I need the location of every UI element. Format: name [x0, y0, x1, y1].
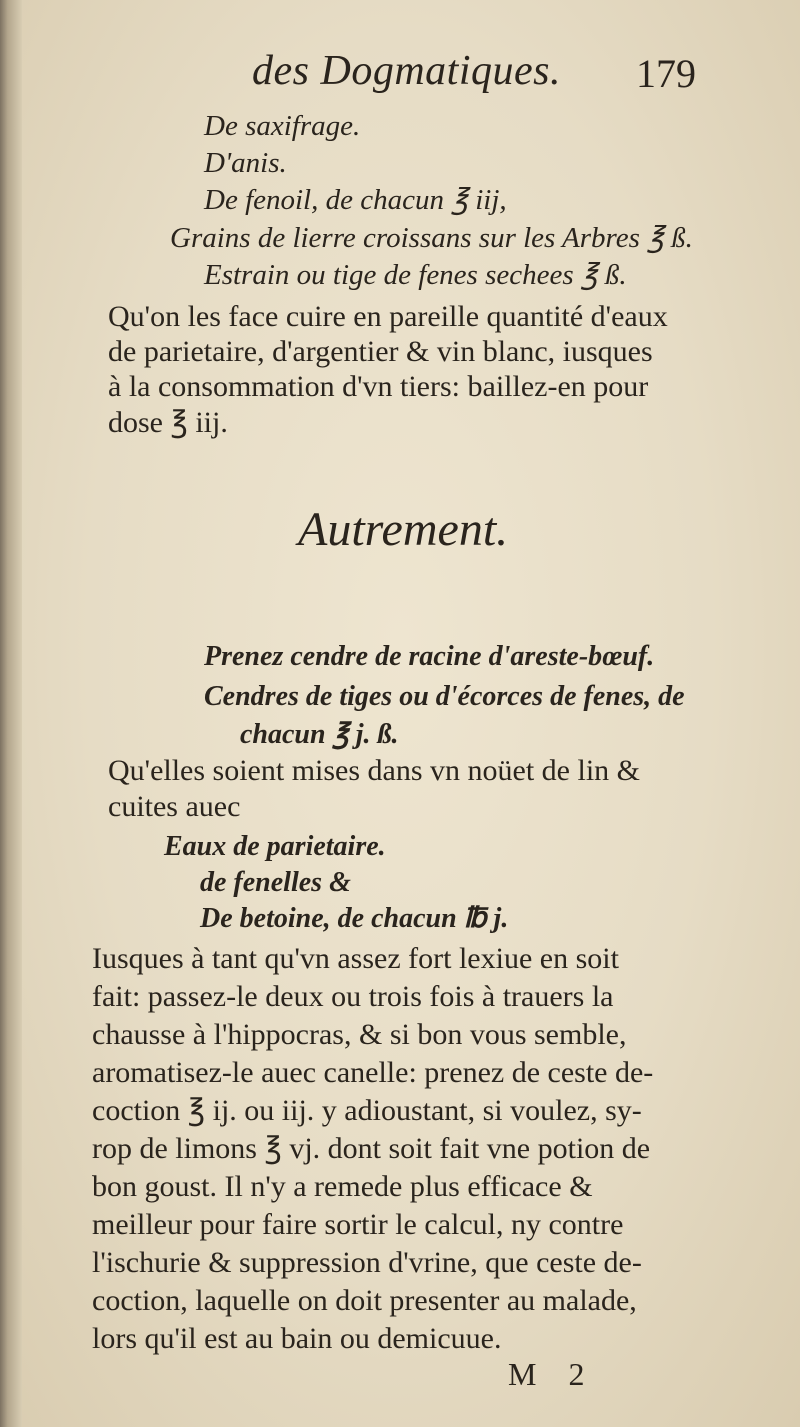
ingredient-line: D'anis. [204, 147, 287, 179]
ingredient-line: Estrain ou tige de fenes sechees ℥ ß. [204, 259, 627, 291]
body-text-line: chausse à l'hippocras, & si bon vous semble, [92, 1018, 627, 1051]
body-text-line: de parietaire, d'argentier & vin blanc, iusques [108, 335, 653, 368]
body-text-line: Iusques à tant qu'vn assez fort lexiue en soit [92, 942, 619, 975]
body-text-line: dose ℥ iij. [108, 406, 228, 439]
ingredient-line: Cendres de tiges ou d'écorces de fenes, de [204, 681, 685, 712]
ingredient-line: De betoine, de chacun ℔ j. [200, 903, 509, 934]
ingredient-line: De fenoil, de chacun ℥ iij, [204, 184, 507, 216]
body-text-line: coction, laquelle on doit presenter au malade, [92, 1284, 637, 1317]
body-text-line: lors qu'il est au bain ou demicuue. [92, 1322, 502, 1355]
ingredient-line: Grains de lierre croissans sur les Arbres ℥ ß. [170, 222, 693, 254]
ingredient-line: de fenelles & [200, 867, 351, 898]
signature-mark: M 2 [508, 1356, 597, 1392]
body-text-line: l'ischurie & suppression d'vrine, que ceste de- [92, 1246, 642, 1279]
section-heading: Autrement. [298, 503, 509, 556]
body-text-line: aromatisez-le auec canelle: prenez de ceste de- [92, 1056, 654, 1089]
body-text-line: à la consommation d'vn tiers: baillez-en pour [108, 370, 649, 403]
ingredient-line: De saxifrage. [204, 110, 361, 142]
body-text-line: Qu'on les face cuire en pareille quantité d'eaux [108, 300, 668, 333]
page-gutter-shadow [0, 0, 22, 1427]
body-text-line: Qu'elles soient mises dans vn noüet de lin & [108, 754, 641, 787]
body-text-line: cuites auec [108, 790, 241, 823]
ingredient-line: Prenez cendre de racine d'areste-bœuf. [204, 641, 655, 672]
body-text-line: bon goust. Il n'y a remede plus efficace & [92, 1170, 593, 1203]
page-number: 179 [636, 51, 696, 96]
body-text-line: meilleur pour faire sortir le calcul, ny contre [92, 1208, 624, 1241]
body-text-line: coction ℥ ij. ou iij. y adioustant, si voulez, sy- [92, 1094, 642, 1127]
running-header-title: des Dogmatiques. [252, 48, 561, 94]
body-text-line: fait: passez-le deux ou trois fois à trauers la [92, 980, 614, 1013]
body-text-line: rop de limons ℥ vj. dont soit fait vne potion de [92, 1132, 651, 1165]
ingredient-line: Eaux de parietaire. [164, 831, 386, 862]
ingredient-line: chacun ℥ j. ß. [240, 719, 399, 750]
